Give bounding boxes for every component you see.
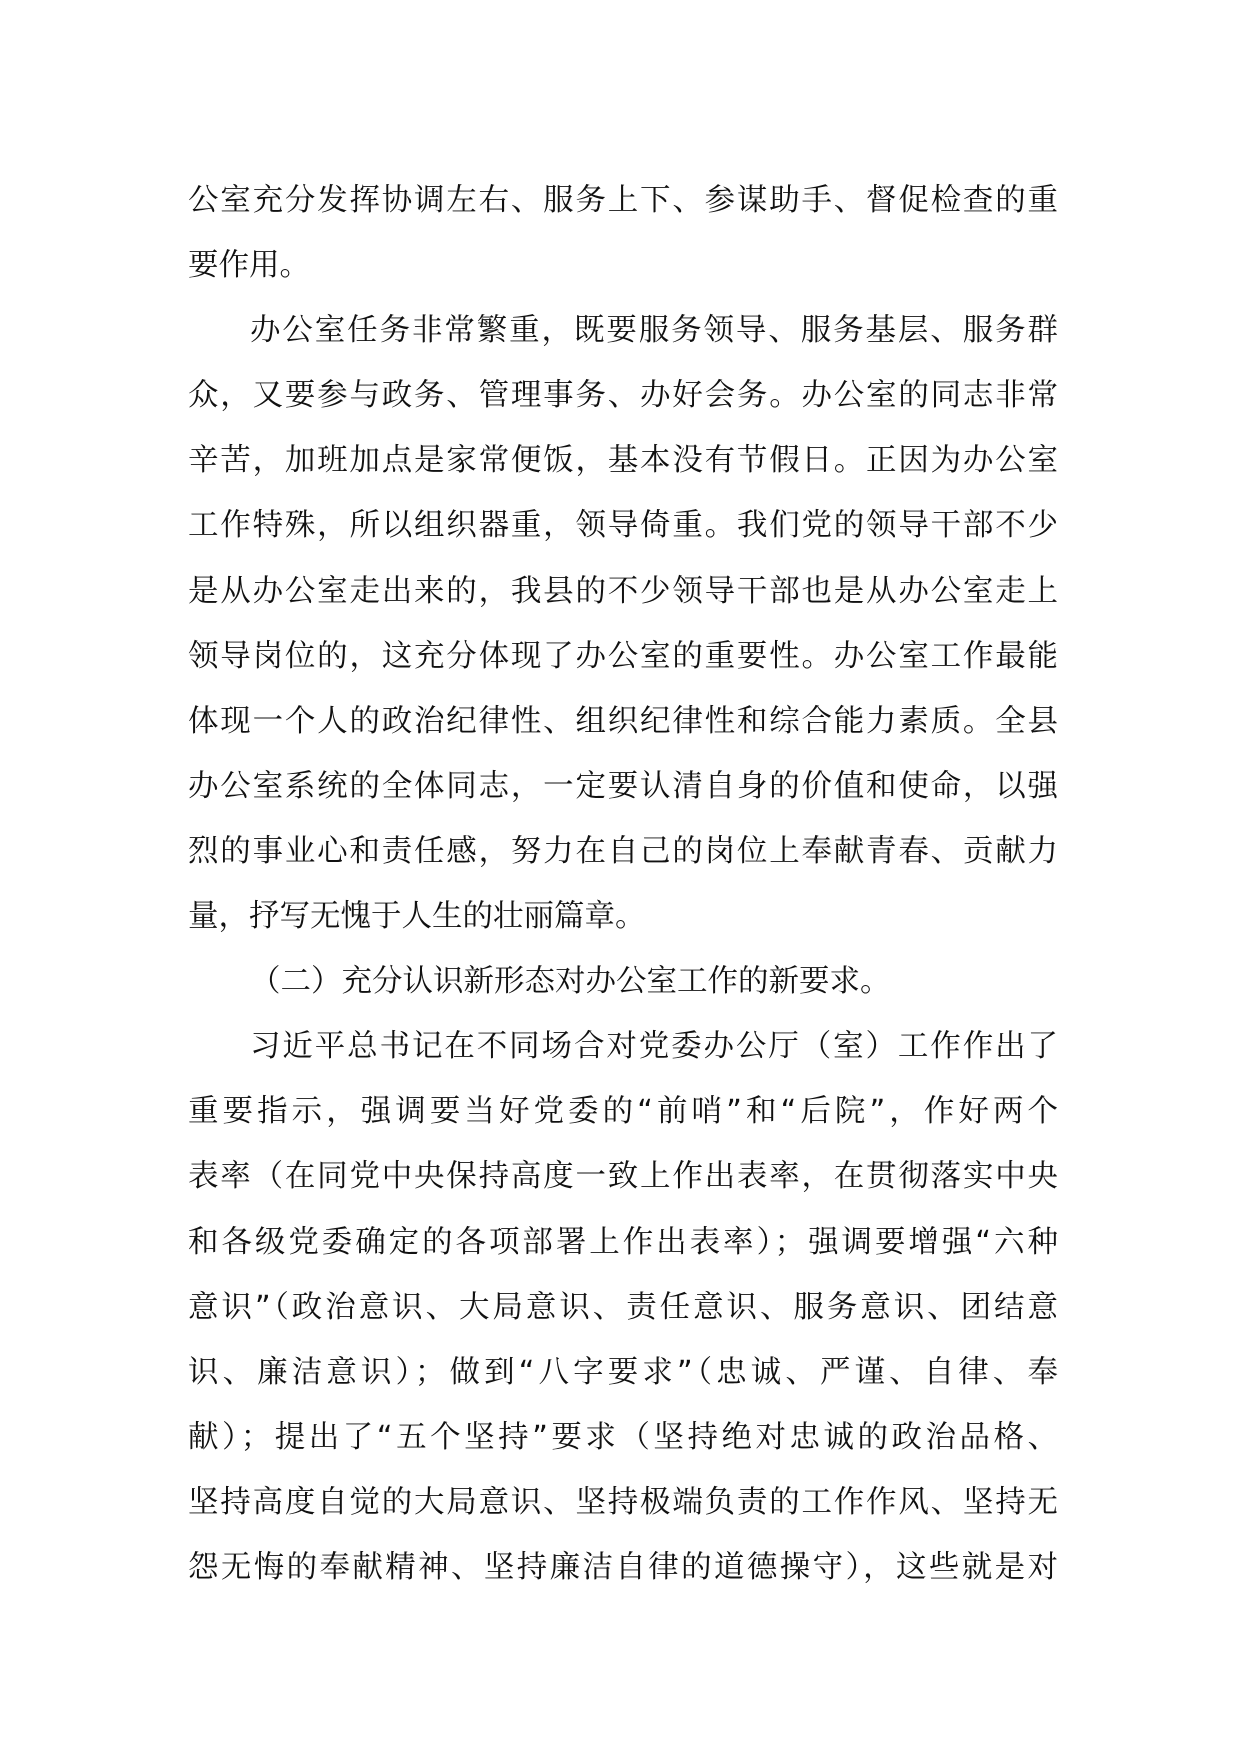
text-line: 献）；提出了“五个坚持”要求（坚持绝对忠诚的政治品格、 — [188, 1419, 1058, 1455]
text-line: 要作用。 — [188, 248, 310, 284]
text-line: 量，抒写无愧于人生的壮丽篇章。 — [188, 899, 646, 935]
text-line: 众，又要参与政务、管理事务、办好会务。办公室的同志非常 — [188, 378, 1058, 414]
document-body — [188, 168, 1058, 1600]
text-line: 怨无悔的奉献精神、坚持廉洁自律的道德操守），这些就是对 — [188, 1549, 1058, 1585]
text-line: 习近平总书记在不同场合对党委办公厅（室）工作作出了 — [250, 1029, 1058, 1065]
text-line: 工作特殊，所以组织器重，领导倚重。我们党的领导干部不少 — [188, 508, 1058, 544]
paragraph-3 — [188, 1014, 1058, 1600]
text-line: （二）充分认识新形态对办公室工作的新要求。 — [250, 964, 891, 1000]
text-line: 和各级党委确定的各项部署上作出表率）；强调要增强“六种 — [188, 1224, 1058, 1260]
text-line: 办公室任务非常繁重，既要服务领导、服务基层、服务群 — [250, 313, 1058, 349]
text-line: 坚持高度自觉的大局意识、坚持极端负责的工作作风、坚持无 — [188, 1484, 1058, 1520]
text-line: 辛苦，加班加点是家常便饭，基本没有节假日。正因为办公室 — [188, 443, 1058, 479]
paragraph-1 — [188, 168, 1058, 298]
text-line: 重要指示，强调要当好党委的“前哨”和“后院”，作好两个 — [188, 1094, 1058, 1130]
text-line: 办公室系统的全体同志，一定要认清自身的价值和使命，以强 — [188, 768, 1058, 804]
paragraph-2 — [188, 298, 1058, 949]
text-line: 公室充分发挥协调左右、服务上下、参谋助手、督促检查的重 — [188, 183, 1058, 218]
text-line: 领导岗位的，这充分体现了办公室的重要性。办公室工作最能 — [188, 638, 1058, 674]
text-line: 烈的事业心和责任感，努力在自己的岗位上奉献青春、贡献力 — [188, 833, 1058, 869]
text-line: 体现一个人的政治纪律性、组织纪律性和综合能力素质。全县 — [188, 703, 1058, 739]
text-line: 识、廉洁意识）；做到“八字要求”（忠诚、严谨、自律、奉 — [188, 1354, 1058, 1390]
text-line: 表率（在同党中央保持高度一致上作出表率，在贯彻落实中央 — [188, 1159, 1058, 1195]
text-line: 意识”（政治意识、大局意识、责任意识、服务意识、团结意 — [188, 1289, 1058, 1325]
text-line: 是从办公室走出来的，我县的不少领导干部也是从办公室走上 — [188, 573, 1058, 609]
section-heading — [188, 949, 1058, 1014]
